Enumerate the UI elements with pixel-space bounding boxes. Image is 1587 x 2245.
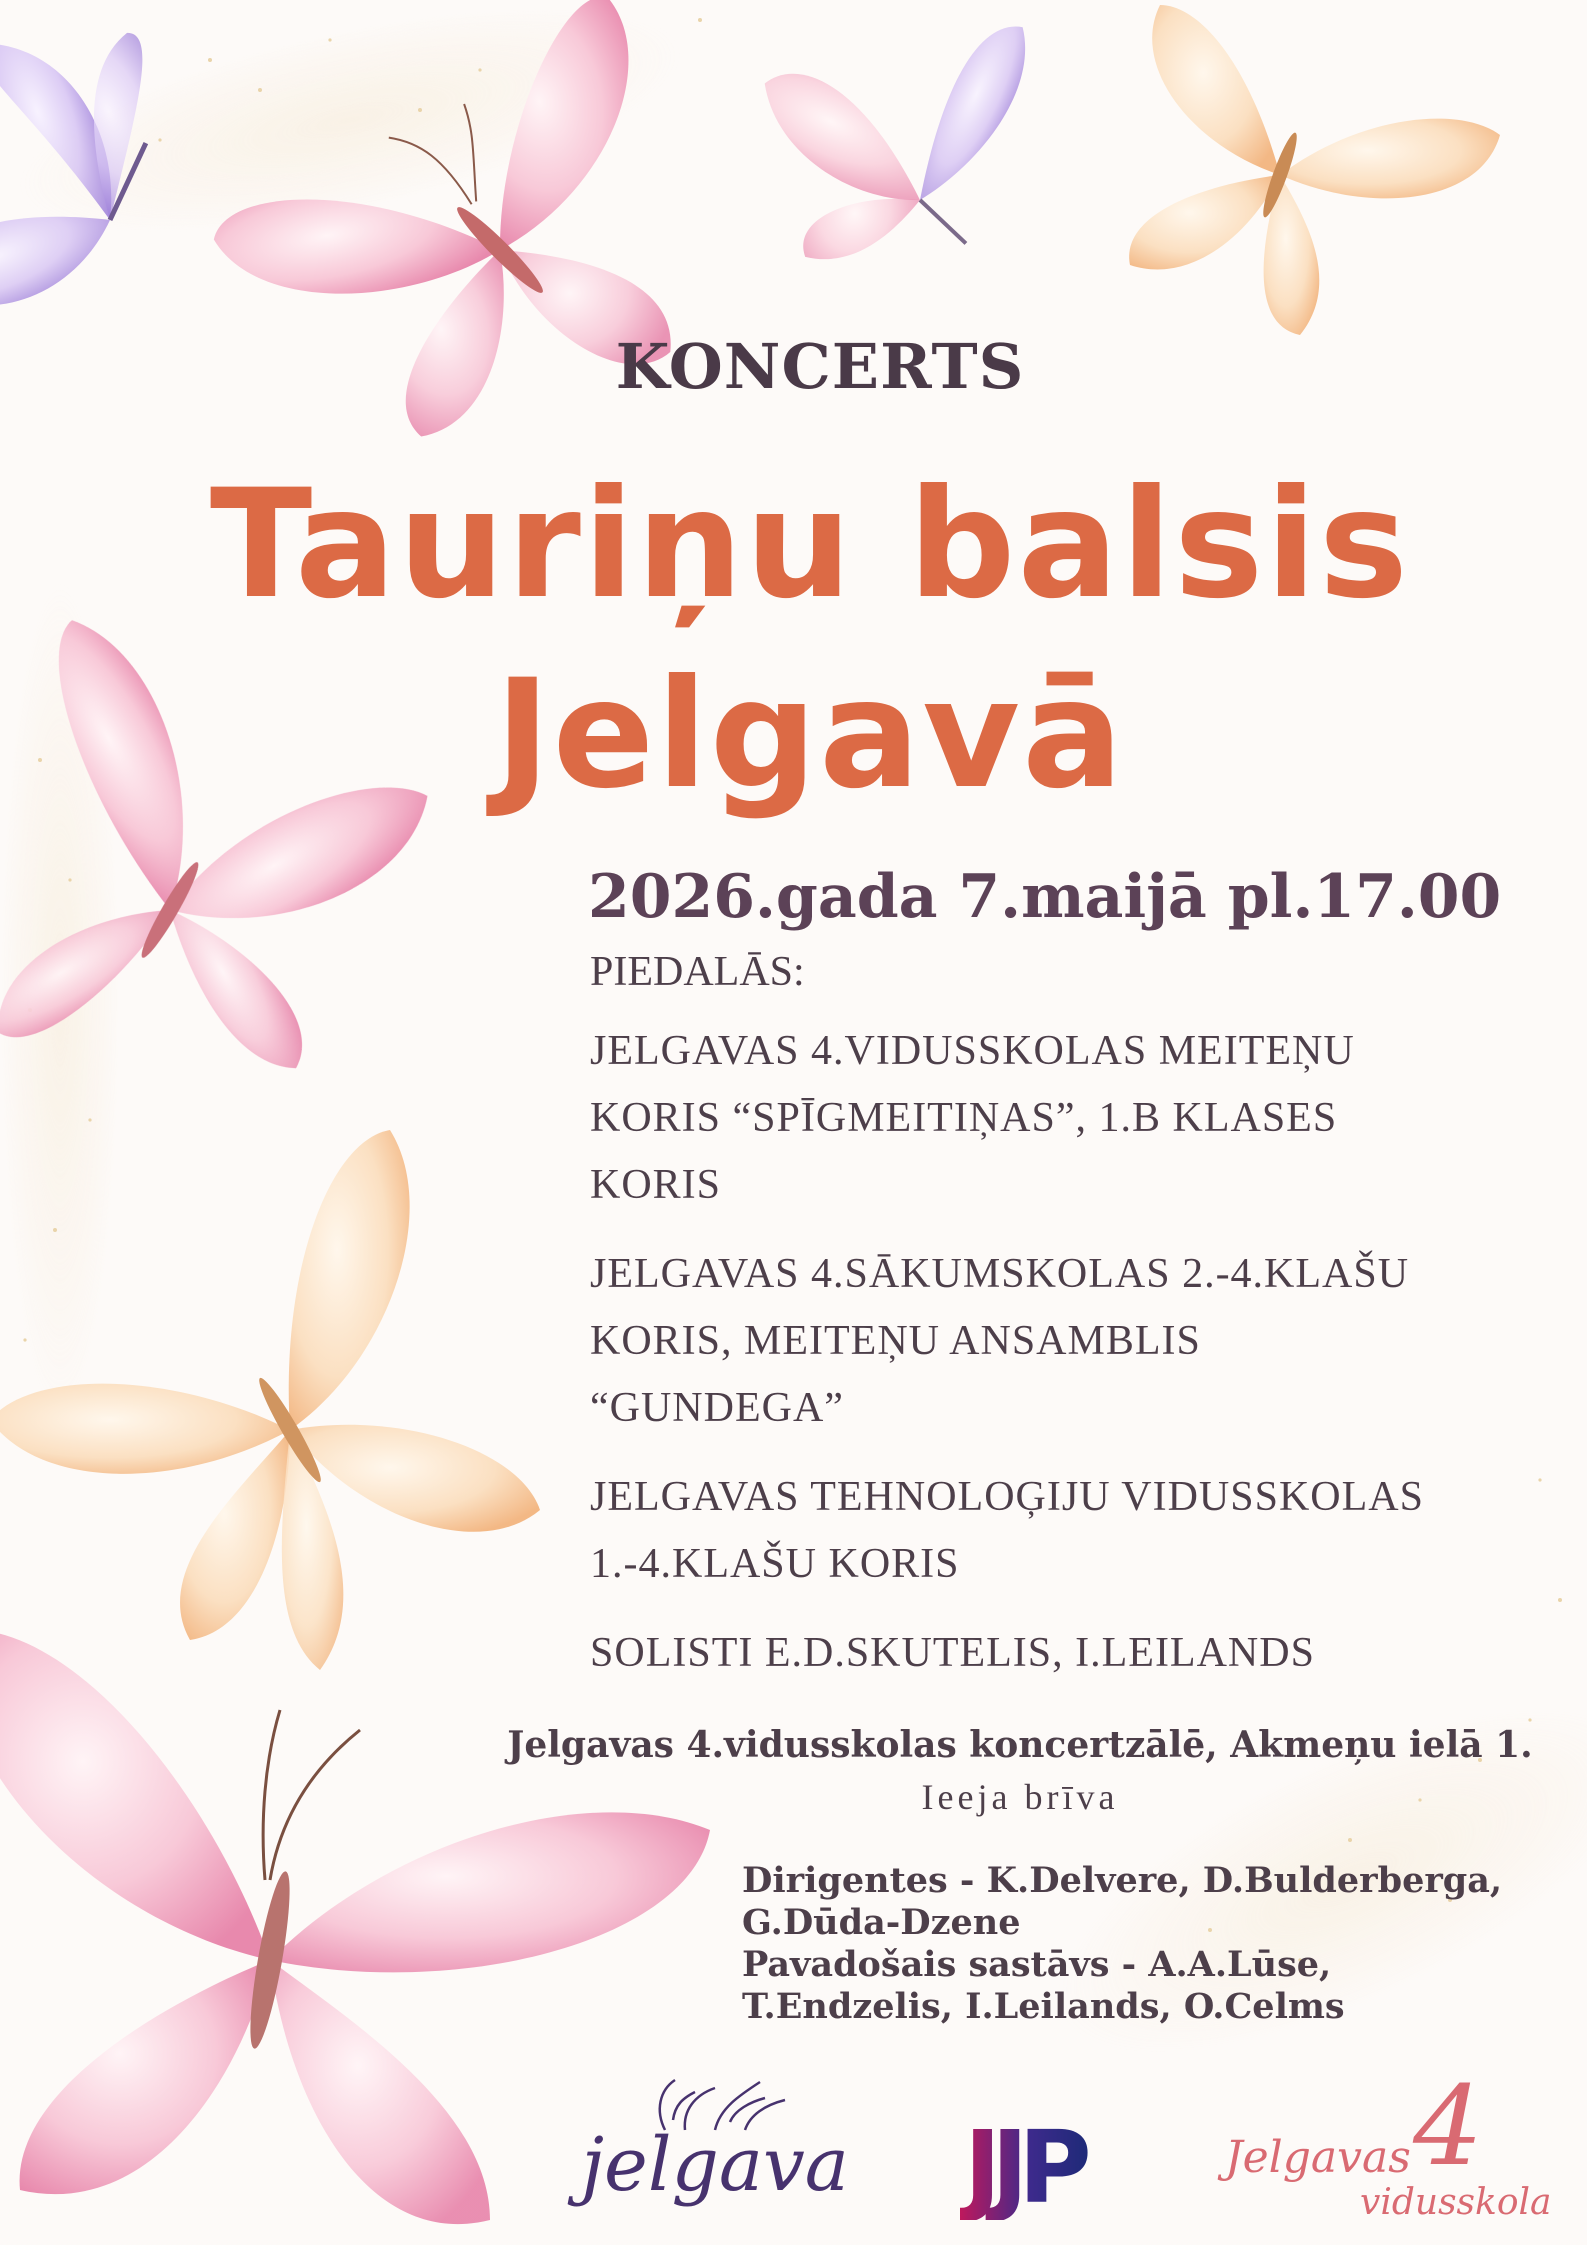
- credits-line: G.Dūda-Dzene: [742, 1902, 1021, 1943]
- participant-line: SOLISTI E.D.SKUTELIS, I.LEILANDS: [590, 1630, 1315, 1676]
- participant-line: 1.-4.KLAŠU KORIS: [590, 1541, 960, 1587]
- venue-address: Jelgavas 4.vidusskolas koncertzālē, Akmeņu ielā 1.: [507, 1724, 1533, 1766]
- participants-label: PIEDALĀS:: [590, 949, 805, 995]
- participant-entry: [590, 1464, 1530, 1598]
- event-date: 2026.gada 7.maijā pl.17.00: [588, 862, 1502, 932]
- participant-entry: [590, 1018, 1530, 1219]
- participant-line: KORIS: [590, 1162, 722, 1208]
- jelgava-logo-text: jelgava: [581, 2122, 849, 2208]
- lilac-butterfly-icon: [706, 0, 1059, 316]
- jelgava-city-logo: [555, 2060, 875, 2220]
- entry-info: Ieeja brīva: [921, 1777, 1119, 1817]
- credits-line: Pavadošais sastāvs - A.A.Lūse,: [742, 1944, 1332, 1985]
- participant-entry: [590, 1620, 1530, 1687]
- credits-line: T.Endzelis, I.Leilands, O.Celms: [742, 1986, 1345, 2027]
- participant-line: JELGAVAS TEHNOLOĢIJU VIDUSSKOLAS: [590, 1474, 1424, 1520]
- participant-entry: [590, 1241, 1530, 1442]
- participant-line: “GUNDEGA”: [590, 1385, 844, 1431]
- concert-title-line-1: Tauriņu balsis: [209, 458, 1411, 632]
- school-logo-number: 4: [1413, 2062, 1483, 2190]
- school-logo-subtitle: vidusskola: [1360, 2182, 1552, 2223]
- school-logo-name: Jelgavas: [1225, 2132, 1411, 2183]
- djp-logo-mark-icon: [960, 2110, 1120, 2220]
- event-type-label: KONCERTS: [615, 330, 1025, 403]
- participant-line: KORIS, MEITEŅU ANSAMBLIS: [590, 1318, 1201, 1364]
- school-logo: [1225, 2062, 1565, 2230]
- credits-block: [742, 1860, 1572, 2028]
- credits-line: Dirigentes - K.Delvere, D.Bulderberga,: [742, 1860, 1503, 1901]
- concert-title-line-2: Jelgavā: [494, 648, 1126, 822]
- participants-list: [590, 1018, 1530, 1709]
- participant-line: JELGAVAS 4.VIDUSSKOLAS MEITEŅU: [590, 1028, 1355, 1074]
- participant-line: JELGAVAS 4.SĀKUMSKOLAS 2.-4.KLAŠU: [590, 1251, 1410, 1297]
- peach-butterfly-icon: [1129, 5, 1500, 335]
- djp-logo-text: JJP: [964, 2110, 1082, 2220]
- djp-logo: [960, 2110, 1120, 2220]
- participant-line: KORIS “SPĪGMEITIŅAS”, 1.B KLASES: [590, 1095, 1338, 1141]
